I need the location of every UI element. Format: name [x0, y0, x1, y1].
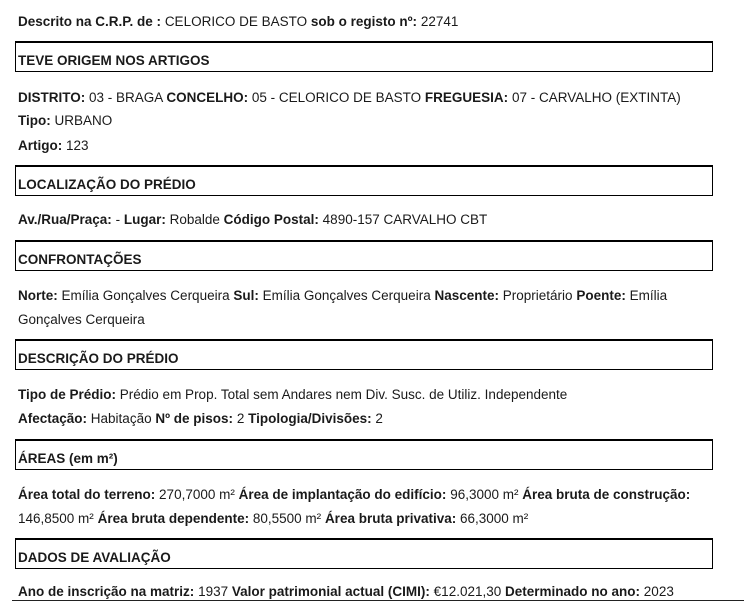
- section-localizacao-title: LOCALIZAÇÃO DO PRÉDIO: [18, 177, 196, 192]
- area-dependente-label: Área bruta dependente:: [97, 511, 250, 526]
- area-privativa-label: Área bruta privativa:: [324, 511, 457, 526]
- determinado-ano-label: Determinado no ano:: [505, 584, 641, 599]
- ano-inscricao-value: 1937: [198, 584, 229, 599]
- tipologia-value: 2: [375, 411, 383, 426]
- norte-label: Norte:: [18, 288, 58, 303]
- crp-label: Descrito na C.R.P. de :: [18, 14, 162, 29]
- tipo-label: Tipo:: [18, 113, 51, 128]
- area-terreno-label: Área total do terreno:: [18, 487, 156, 502]
- areas-line-1: [18, 486, 690, 504]
- section-confrontacoes-title: CONFRONTAÇÕES: [18, 252, 142, 267]
- artigo-value: 123: [66, 138, 89, 153]
- sul-value: Emília Gonçalves Cerqueira: [262, 288, 431, 303]
- tipo-predio-value: Prédio em Prop. Total sem Andares nem Div. Susc. de Utiliz. Independente: [119, 387, 568, 402]
- sul-label: Sul:: [233, 288, 259, 303]
- pisos-value: 2: [236, 411, 245, 426]
- tipologia-label: Tipologia/Divisões:: [248, 411, 372, 426]
- distrito-value: 03 - BRAGA: [89, 90, 163, 105]
- codigo-postal-value: 4890-157 CARVALHO CBT: [322, 212, 488, 227]
- lugar-value: Robalde: [169, 212, 220, 227]
- rua-label: Av./Rua/Praça:: [18, 212, 112, 227]
- bottom-divider: [12, 600, 744, 601]
- area-construcao-value: 146,8500 m²: [18, 511, 94, 526]
- section-localizacao: [15, 165, 713, 196]
- section-descricao-title: DESCRIÇÃO DO PRÉDIO: [18, 351, 179, 366]
- poente-value-end: Gonçalves Cerqueira: [18, 312, 145, 327]
- concelho-label: CONCELHO:: [166, 90, 249, 105]
- valor-patrimonial-label: Valor patrimonial actual (CIMI):: [231, 584, 430, 599]
- tipo-predio-line: [18, 386, 567, 404]
- artigo-label: Artigo:: [18, 138, 63, 153]
- tipo-line: [18, 112, 112, 130]
- freguesia-value: 07 - CARVALHO (EXTINTA): [511, 90, 681, 105]
- area-dependente-value: 80,5500 m²: [252, 511, 322, 526]
- crp-value: CELORICO DE BASTO: [164, 14, 308, 29]
- section-confrontacoes: [15, 240, 713, 271]
- areas-line-2: [18, 510, 528, 528]
- rua-value: -: [115, 212, 121, 227]
- avaliacao-line: [18, 583, 674, 601]
- origem-location-line: [18, 89, 681, 107]
- section-origem-title: TEVE ORIGEM NOS ARTIGOS: [18, 53, 210, 68]
- section-avaliacao: [15, 538, 713, 569]
- afectacao-line: [18, 410, 383, 428]
- area-implantacao-value: 96,3000 m²: [450, 487, 519, 502]
- lugar-label: Lugar:: [123, 212, 166, 227]
- afectacao-label: Afectação:: [18, 411, 88, 426]
- determinado-ano-value: 2023: [643, 584, 674, 599]
- artigo-line: [18, 137, 89, 155]
- section-areas-title: ÁREAS (em m²): [18, 451, 118, 466]
- confrontacoes-line-2: [18, 311, 145, 329]
- localizacao-line: [18, 211, 487, 229]
- poente-label: Poente:: [576, 288, 626, 303]
- nascente-value: Proprietário: [502, 288, 573, 303]
- area-construcao-label: Área bruta de construção:: [522, 487, 691, 502]
- freguesia-label: FREGUESIA:: [424, 90, 509, 105]
- area-privativa-value: 66,3000 m²: [460, 511, 529, 526]
- crp-line: [18, 13, 458, 31]
- area-terreno-value: 270,7000 m²: [159, 487, 235, 502]
- document-page: [18, 0, 743, 602]
- nascente-label: Nascente:: [434, 288, 499, 303]
- afectacao-value: Habitação: [90, 411, 152, 426]
- registo-label: sob o registo nº:: [310, 14, 418, 29]
- valor-patrimonial-value: €12.021,30: [433, 584, 502, 599]
- section-areas: [15, 439, 713, 470]
- tipo-predio-label: Tipo de Prédio:: [18, 387, 117, 402]
- poente-value-start: Emília: [629, 288, 668, 303]
- pisos-label: Nº de pisos:: [155, 411, 234, 426]
- norte-value: Emília Gonçalves Cerqueira: [61, 288, 230, 303]
- registo-value: 22741: [420, 14, 459, 29]
- tipo-value: URBANO: [54, 113, 113, 128]
- distrito-label: DISTRITO:: [18, 90, 86, 105]
- confrontacoes-line-1: [18, 287, 667, 305]
- section-origem: [15, 41, 713, 72]
- ano-inscricao-label: Ano de inscrição na matriz:: [18, 584, 195, 599]
- concelho-value: 05 - CELORICO DE BASTO: [251, 90, 422, 105]
- codigo-postal-label: Código Postal:: [223, 212, 319, 227]
- section-avaliacao-title: DADOS DE AVALIAÇÃO: [18, 550, 171, 565]
- area-implantacao-label: Área de implantação do edifício:: [238, 487, 447, 502]
- section-descricao: [15, 339, 713, 370]
